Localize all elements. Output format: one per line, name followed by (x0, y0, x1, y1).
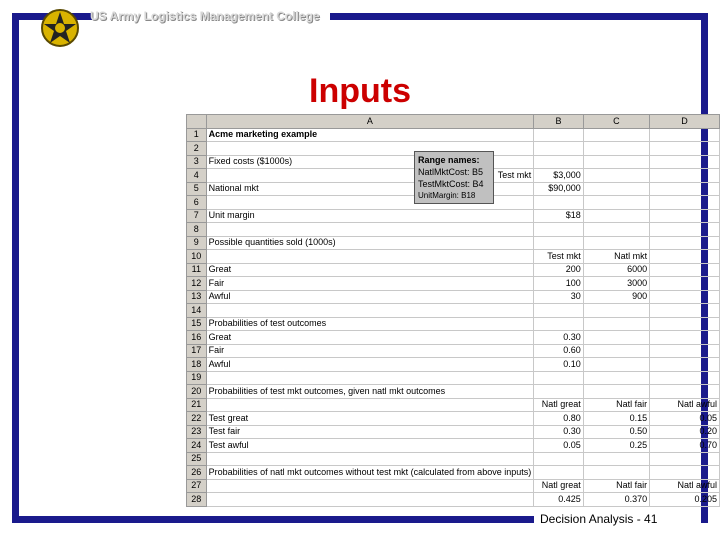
column-header[interactable]: B (534, 115, 584, 129)
table-cell[interactable] (650, 196, 720, 210)
table-cell[interactable]: Natl awful (650, 398, 720, 412)
table-cell[interactable]: 0.05 (650, 412, 720, 426)
table-cell[interactable] (534, 385, 584, 399)
table-cell[interactable] (534, 304, 584, 318)
table-cell[interactable] (534, 223, 584, 237)
table-cell[interactable] (583, 358, 649, 372)
table-cell[interactable] (583, 344, 649, 358)
row-number[interactable]: 8 (187, 223, 207, 237)
sheet-corner-cell[interactable] (187, 115, 207, 129)
table-cell[interactable]: Test great (206, 412, 534, 426)
top-border-bar-right (330, 13, 708, 20)
table-cell[interactable]: Test awful (206, 439, 534, 453)
slide-footer: Decision Analysis - 41 (540, 512, 658, 526)
range-name-item: UnitMargin: B18 (418, 191, 476, 200)
row-number[interactable]: 22 (187, 412, 207, 426)
table-cell[interactable] (650, 371, 720, 385)
table-cell[interactable] (534, 317, 584, 331)
row-number[interactable]: 15 (187, 317, 207, 331)
table-row (187, 344, 720, 358)
table-cell[interactable] (650, 142, 720, 156)
table-row (187, 466, 720, 480)
row-number[interactable]: 23 (187, 425, 207, 439)
table-cell[interactable]: $3,000 (534, 169, 584, 183)
table-cell[interactable] (583, 223, 649, 237)
row-number[interactable]: 10 (187, 250, 207, 264)
table-cell[interactable] (534, 196, 584, 210)
table-cell[interactable] (650, 344, 720, 358)
row-number[interactable]: 6 (187, 196, 207, 210)
range-name-item: NatlMktCost: B5 (418, 167, 484, 177)
table-cell[interactable] (583, 317, 649, 331)
row-number[interactable]: 25 (187, 452, 207, 466)
table-cell[interactable] (206, 479, 534, 493)
table-cell[interactable]: 0.25 (583, 439, 649, 453)
table-cell[interactable] (650, 128, 720, 142)
table-cell[interactable] (650, 236, 720, 250)
table-row (187, 317, 720, 331)
table-cell[interactable]: 0.370 (583, 493, 649, 507)
row-number[interactable]: 17 (187, 344, 207, 358)
table-cell[interactable] (206, 223, 534, 237)
table-cell[interactable]: Fair (206, 277, 534, 291)
row-number[interactable]: 16 (187, 331, 207, 345)
table-cell[interactable] (534, 142, 584, 156)
row-number[interactable]: 2 (187, 142, 207, 156)
range-name-item: TestMktCost: B4 (418, 179, 484, 189)
table-cell[interactable] (583, 385, 649, 399)
table-row (187, 331, 720, 345)
table-row (187, 250, 720, 264)
table-cell[interactable] (650, 304, 720, 318)
range-names-box (414, 151, 494, 204)
table-row (187, 479, 720, 493)
table-cell[interactable]: Natl great (534, 398, 584, 412)
table-cell[interactable] (650, 277, 720, 291)
table-cell[interactable] (583, 128, 649, 142)
row-number[interactable]: 1 (187, 128, 207, 142)
table-cell[interactable]: Acme marketing example (206, 128, 534, 142)
table-cell[interactable] (650, 263, 720, 277)
table-cell[interactable] (206, 452, 534, 466)
table-cell[interactable]: 0.30 (534, 425, 584, 439)
table-row (187, 412, 720, 426)
table-cell[interactable] (534, 466, 584, 480)
row-number[interactable]: 18 (187, 358, 207, 372)
table-cell[interactable]: 6000 (583, 263, 649, 277)
sheet-header-row (187, 115, 720, 129)
table-cell[interactable]: Test mkt (534, 250, 584, 264)
table-cell[interactable] (650, 182, 720, 196)
table-cell[interactable]: Great (206, 263, 534, 277)
slide-title (0, 72, 720, 111)
table-cell[interactable]: Test fair (206, 425, 534, 439)
row-number[interactable]: 14 (187, 304, 207, 318)
table-cell[interactable] (650, 223, 720, 237)
column-header[interactable]: C (583, 115, 649, 129)
table-cell[interactable] (583, 196, 649, 210)
table-cell[interactable]: 0.50 (583, 425, 649, 439)
army-crest-icon (38, 6, 82, 50)
table-cell[interactable] (650, 331, 720, 345)
table-cell[interactable] (650, 250, 720, 264)
table-cell[interactable]: $90,000 (534, 182, 584, 196)
row-number[interactable]: 20 (187, 385, 207, 399)
table-cell[interactable] (583, 304, 649, 318)
table-cell[interactable]: Awful (206, 358, 534, 372)
table-cell[interactable]: 3000 (583, 277, 649, 291)
table-cell[interactable] (534, 371, 584, 385)
table-cell[interactable]: Natl fair (583, 479, 649, 493)
range-names-title: Range names: (418, 155, 480, 165)
table-cell[interactable] (650, 155, 720, 169)
row-number[interactable]: 3 (187, 155, 207, 169)
table-cell[interactable]: Natl fair (583, 398, 649, 412)
table-cell[interactable] (206, 371, 534, 385)
row-number[interactable]: 13 (187, 290, 207, 304)
table-cell[interactable] (583, 466, 649, 480)
table-cell[interactable] (650, 452, 720, 466)
table-cell[interactable]: 0.10 (534, 358, 584, 372)
table-cell[interactable] (583, 371, 649, 385)
table-cell[interactable] (650, 317, 720, 331)
row-number[interactable]: 7 (187, 209, 207, 223)
table-cell[interactable]: Great (206, 331, 534, 345)
table-cell[interactable]: 0.205 (650, 493, 720, 507)
table-cell[interactable]: 0.70 (650, 439, 720, 453)
table-cell[interactable]: Test mkt (206, 169, 534, 183)
table-cell[interactable]: Fair (206, 344, 534, 358)
table-row (187, 304, 720, 318)
table-cell[interactable]: $18 (534, 209, 584, 223)
table-cell[interactable] (650, 466, 720, 480)
column-header[interactable]: A (206, 115, 534, 129)
table-cell[interactable] (534, 155, 584, 169)
table-row (187, 128, 720, 142)
row-number[interactable]: 5 (187, 182, 207, 196)
slide-title-text: Inputs (309, 72, 411, 110)
table-cell[interactable]: 0.30 (534, 331, 584, 345)
table-cell[interactable]: Probabilities of test outcomes (206, 317, 534, 331)
table-cell[interactable] (534, 452, 584, 466)
table-cell[interactable] (650, 169, 720, 183)
table-cell[interactable]: 100 (534, 277, 584, 291)
row-number[interactable]: 9 (187, 236, 207, 250)
table-cell[interactable]: Fixed costs ($1000s) (206, 155, 534, 169)
table-row (187, 277, 720, 291)
table-cell[interactable] (650, 358, 720, 372)
table-row (187, 371, 720, 385)
table-cell[interactable] (583, 182, 649, 196)
row-number[interactable]: 12 (187, 277, 207, 291)
table-cell[interactable]: Probabilities of natl mkt outcomes without test mkt (calculated from above inputs) (206, 466, 534, 480)
row-number[interactable]: 19 (187, 371, 207, 385)
table-cell[interactable]: 0.425 (534, 493, 584, 507)
table-cell[interactable] (534, 128, 584, 142)
row-number[interactable]: 27 (187, 479, 207, 493)
table-cell[interactable] (206, 304, 534, 318)
table-cell[interactable]: 0.15 (583, 412, 649, 426)
table-cell[interactable] (583, 155, 649, 169)
table-cell[interactable]: 0.05 (534, 439, 584, 453)
table-cell[interactable]: 900 (583, 290, 649, 304)
row-number[interactable]: 26 (187, 466, 207, 480)
table-cell[interactable] (534, 236, 584, 250)
row-number[interactable]: 24 (187, 439, 207, 453)
table-cell[interactable]: National mkt (206, 182, 534, 196)
table-cell[interactable]: 30 (534, 290, 584, 304)
table-cell[interactable] (583, 236, 649, 250)
table-row (187, 385, 720, 399)
table-row (187, 398, 720, 412)
table-row (187, 439, 720, 453)
table-cell[interactable]: Natl mkt (583, 250, 649, 264)
bottom-border-bar (12, 516, 534, 523)
table-cell[interactable]: 0.20 (650, 425, 720, 439)
table-row (187, 493, 720, 507)
row-number[interactable]: 21 (187, 398, 207, 412)
table-cell[interactable]: 200 (534, 263, 584, 277)
table-cell[interactable]: Unit margin (206, 209, 534, 223)
table-row (187, 263, 720, 277)
table-cell[interactable] (206, 493, 534, 507)
header-title: US Army Logistics Management College (90, 9, 320, 23)
table-cell[interactable] (650, 385, 720, 399)
table-row (187, 358, 720, 372)
table-cell[interactable]: Natl great (534, 479, 584, 493)
table-row (187, 452, 720, 466)
row-number[interactable]: 4 (187, 169, 207, 183)
table-row (187, 223, 720, 237)
table-cell[interactable] (583, 209, 649, 223)
row-number[interactable]: 28 (187, 493, 207, 507)
table-cell[interactable]: Awful (206, 290, 534, 304)
table-row (187, 425, 720, 439)
table-cell[interactable]: 0.60 (534, 344, 584, 358)
table-cell[interactable] (583, 331, 649, 345)
table-cell[interactable]: 0.80 (534, 412, 584, 426)
table-row (187, 290, 720, 304)
table-cell[interactable] (583, 142, 649, 156)
table-row (187, 209, 720, 223)
table-cell[interactable] (206, 398, 534, 412)
table-cell[interactable] (583, 452, 649, 466)
row-number[interactable]: 11 (187, 263, 207, 277)
column-header[interactable]: D (650, 115, 720, 129)
table-cell[interactable]: Probabilities of test mkt outcomes, given natl mkt outcomes (206, 385, 534, 399)
table-cell[interactable]: Natl awful (650, 479, 720, 493)
table-cell[interactable] (206, 250, 534, 264)
table-cell[interactable] (650, 209, 720, 223)
table-cell[interactable]: Possible quantities sold (1000s) (206, 236, 534, 250)
table-cell[interactable] (583, 169, 649, 183)
table-cell[interactable] (650, 290, 720, 304)
table-row (187, 236, 720, 250)
